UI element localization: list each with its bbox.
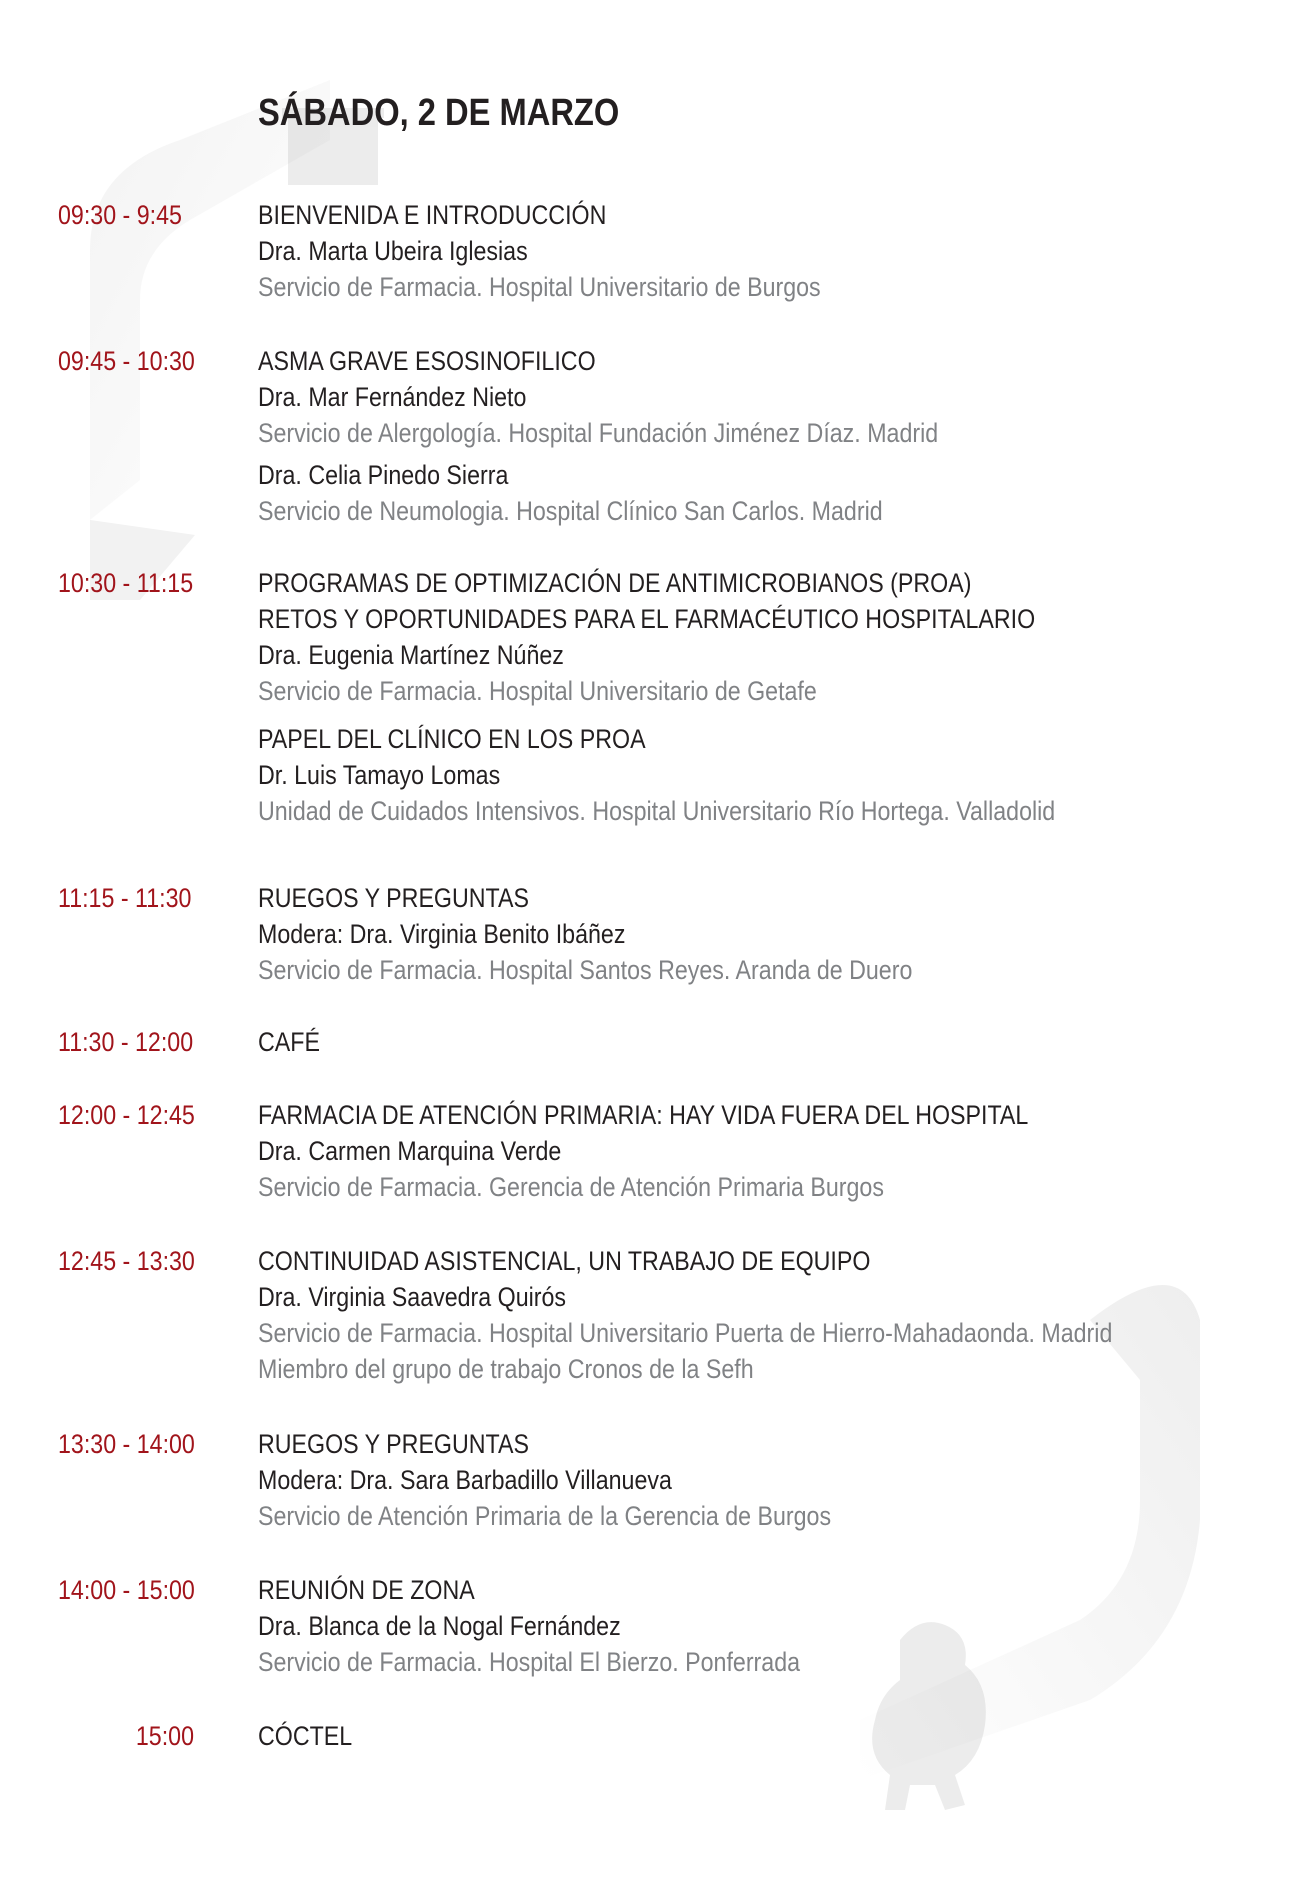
- speaker-name: Modera: Dra. Sara Barbadillo Villanueva: [258, 1465, 672, 1495]
- speaker-affiliation: Servicio de Farmacia. Hospital El Bierzo. Ponferrada: [258, 1647, 801, 1677]
- session-title: FARMACIA DE ATENCIÓN PRIMARIA: HAY VIDA FUERA DEL HOSPITAL: [258, 1100, 1029, 1130]
- speaker-affiliation: Servicio de Farmacia. Hospital Universitario de Getafe: [258, 676, 817, 706]
- session-details: [258, 1572, 1258, 1680]
- time-slot: 10:30 - 11:15: [58, 568, 194, 598]
- session-details: [258, 880, 1258, 988]
- speaker-name: Dra. Marta Ubeira Iglesias: [258, 236, 528, 266]
- session-details: [258, 1243, 1258, 1387]
- time-slot: 15:00: [135, 1721, 194, 1751]
- session-title: PAPEL DEL CLÍNICO EN LOS PROA: [258, 724, 646, 754]
- session-title: RUEGOS Y PREGUNTAS: [258, 1429, 529, 1459]
- session-title: REUNIÓN DE ZONA: [258, 1575, 475, 1605]
- speaker-name: Dra. Celia Pinedo Sierra: [258, 460, 509, 490]
- time-slot: 11:30 - 12:00: [58, 1027, 194, 1057]
- session-details: [258, 1097, 1258, 1205]
- session-title: RUEGOS Y PREGUNTAS: [258, 883, 529, 913]
- time-slot: 14:00 - 15:00: [58, 1575, 195, 1605]
- speaker-affiliation: Servicio de Farmacia. Gerencia de Atención Primaria Burgos: [258, 1172, 884, 1202]
- day-title: SÁBADO, 2 DE MARZO: [258, 92, 620, 134]
- speaker-affiliation: Miembro del grupo de trabajo Cronos de la Sefh: [258, 1354, 754, 1384]
- speaker-affiliation: Servicio de Farmacia. Hospital Universitario de Burgos: [258, 272, 821, 302]
- speaker-affiliation: Unidad de Cuidados Intensivos. Hospital Universitario Río Hortega. Valladolid: [258, 796, 1056, 826]
- speaker-name: Dra. Blanca de la Nogal Fernández: [258, 1611, 621, 1641]
- session-title: CONTINUIDAD ASISTENCIAL, UN TRABAJO DE EQUIPO: [258, 1246, 871, 1276]
- session-details: [258, 1024, 1258, 1060]
- speaker-name: Modera: Dra. Virginia Benito Ibáñez: [258, 919, 626, 949]
- speaker-name: Dra. Carmen Marquina Verde: [258, 1136, 562, 1166]
- session-details: [258, 1718, 1258, 1754]
- session-details: [258, 565, 1258, 829]
- session-title: CAFÉ: [258, 1027, 320, 1057]
- session-title: CÓCTEL: [258, 1721, 353, 1751]
- speaker-name: Dra. Eugenia Martínez Núñez: [258, 640, 564, 670]
- session-title: PROGRAMAS DE OPTIMIZACIÓN DE ANTIMICROBIANOS (PROA): [258, 568, 972, 598]
- speaker-affiliation: Servicio de Alergología. Hospital Fundación Jiménez Díaz. Madrid: [258, 418, 939, 448]
- time-slot: 12:45 - 13:30: [58, 1246, 195, 1276]
- speaker-name: Dra. Mar Fernández Nieto: [258, 382, 527, 412]
- session-details: [258, 343, 1258, 529]
- speaker-affiliation: Servicio de Neumologia. Hospital Clínico San Carlos. Madrid: [258, 496, 883, 526]
- time-slot: 09:45 - 10:30: [58, 346, 195, 376]
- speaker-name: Dra. Virginia Saavedra Quirós: [258, 1282, 567, 1312]
- time-slot: 09:30 - 9:45: [58, 200, 182, 230]
- session-details: [258, 197, 1258, 305]
- speaker-name: Dr. Luis Tamayo Lomas: [258, 760, 501, 790]
- session-title: ASMA GRAVE ESOSINOFILICO: [258, 346, 596, 376]
- time-slot: 12:00 - 12:45: [58, 1100, 195, 1130]
- speaker-affiliation: Servicio de Farmacia. Hospital Universitario Puerta de Hierro-Mahadaonda. Madrid: [258, 1318, 1113, 1348]
- speaker-affiliation: Servicio de Atención Primaria de la Gerencia de Burgos: [258, 1501, 832, 1531]
- session-title: RETOS Y OPORTUNIDADES PARA EL FARMACÉUTICO HOSPITALARIO: [258, 604, 1036, 634]
- session-details: [258, 1426, 1258, 1534]
- session-title: BIENVENIDA E INTRODUCCIÓN: [258, 200, 607, 230]
- time-slot: 13:30 - 14:00: [58, 1429, 195, 1459]
- speaker-affiliation: Servicio de Farmacia. Hospital Santos Reyes. Aranda de Duero: [258, 955, 913, 985]
- time-slot: 11:15 - 11:30: [58, 883, 192, 913]
